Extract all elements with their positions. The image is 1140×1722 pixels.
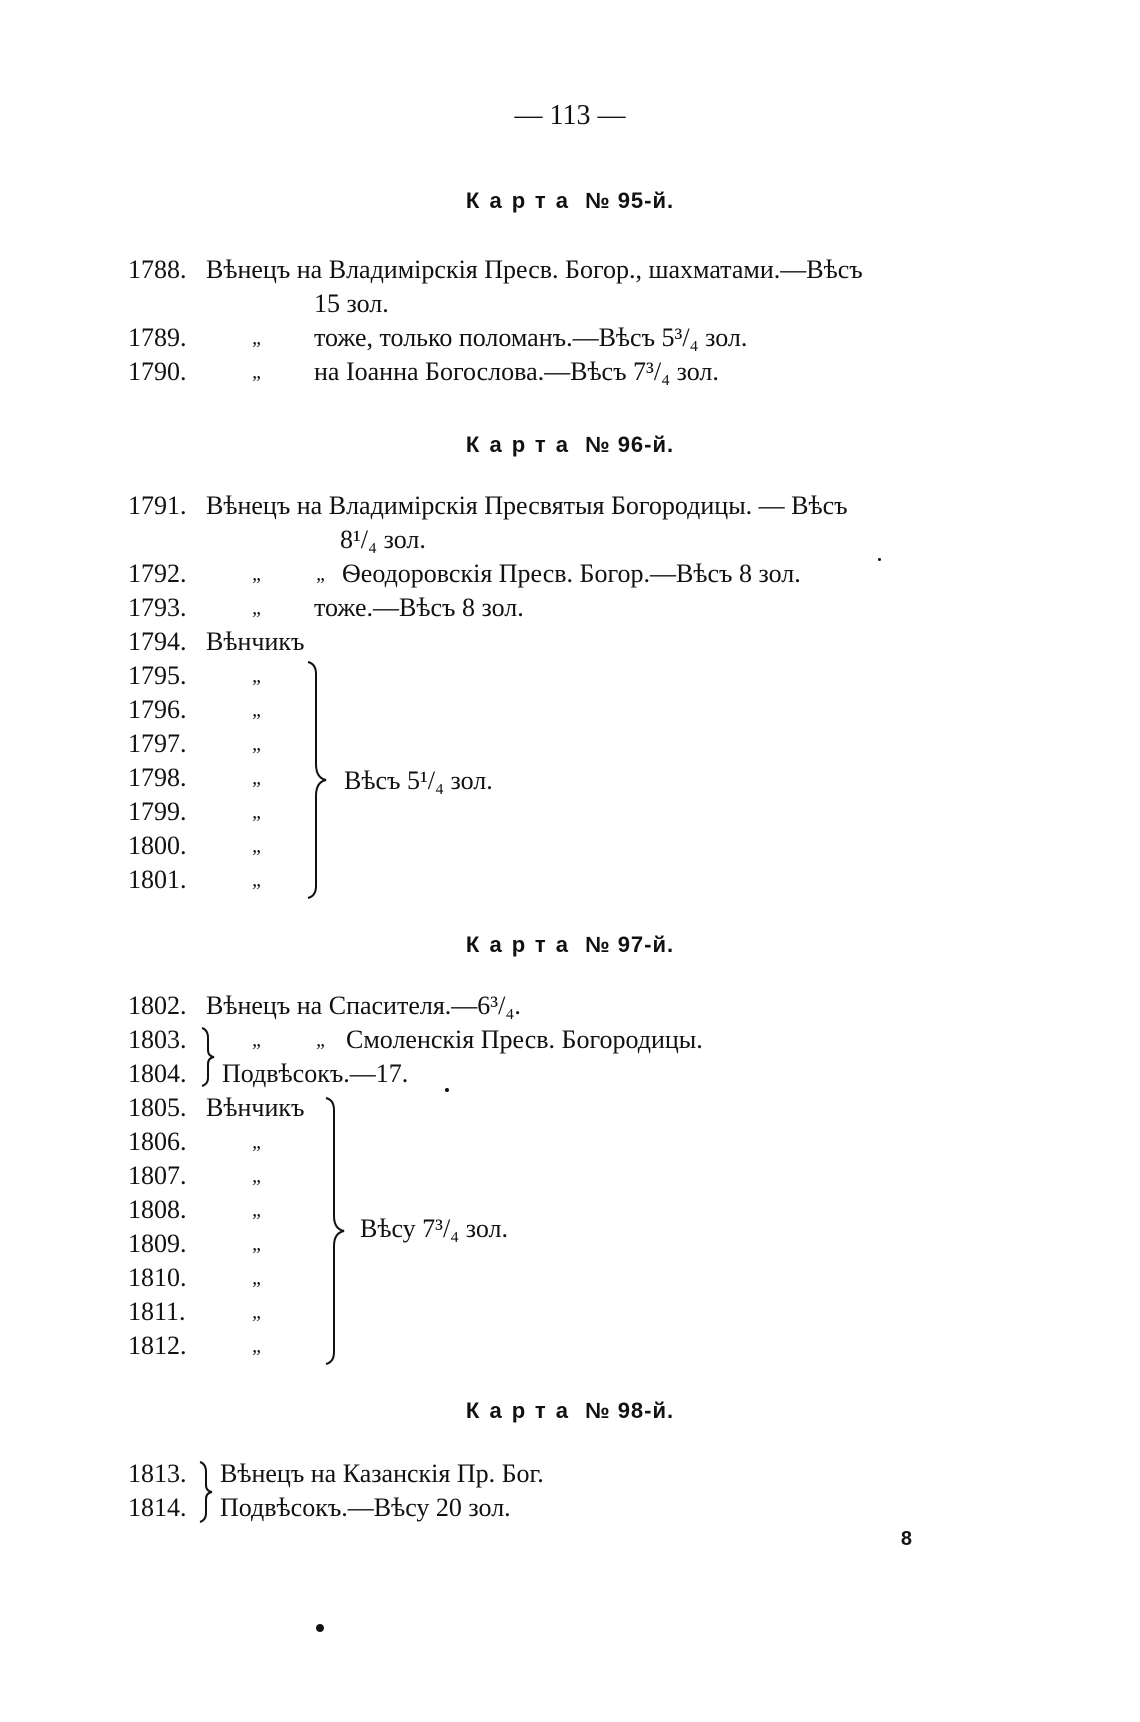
entry-text: Вѣнецъ на Владимірскія Пресвятыя Богородицы. — Вѣсъ — [206, 491, 848, 520]
ditto-mark: „ — [252, 665, 264, 687]
entry-number: 1797. — [128, 729, 187, 758]
ditto-mark: „ — [252, 597, 264, 619]
entry-text: Подвѣсокъ.—Вѣсу 20 зол. — [220, 1493, 511, 1522]
ink-speck — [445, 1088, 449, 1092]
entry-number: 1793. — [128, 593, 187, 622]
ditto-mark: „ — [252, 1165, 264, 1187]
entry-number: 1800. — [128, 831, 187, 860]
entry-number: 1799. — [128, 797, 187, 826]
entry-number: 1804. — [128, 1059, 187, 1088]
heading-word: Карта — [465, 932, 578, 957]
entry-number: 1798. — [128, 763, 187, 792]
section-heading-96 — [0, 432, 1140, 458]
entry-number: 1802. — [128, 991, 187, 1020]
ditto-mark: „ — [252, 767, 264, 789]
ditto-mark: „ — [252, 361, 264, 383]
heading-number: № 97-й. — [585, 932, 675, 957]
section-heading-95 — [0, 188, 1140, 214]
heading-number: № 96-й. — [585, 432, 675, 457]
entry-number: 1789. — [128, 323, 187, 352]
entry-number: 1795. — [128, 661, 187, 690]
entry-text: тоже.—Вѣсъ 8 зол. — [314, 593, 524, 622]
ditto-mark: „ — [316, 1029, 328, 1051]
entry-text: Вѣнецъ на Владимірскія Пресв. Богор., шахматами.—Вѣсъ — [206, 255, 863, 284]
heading-number: № 95-й. — [585, 188, 675, 213]
entry-text: Смоленскія Пресв. Богородицы. — [346, 1025, 703, 1054]
ditto-mark: „ — [252, 1301, 264, 1323]
entry-text: на Іоанна Богослова.—Вѣсъ 7³/₄ зол. — [314, 357, 719, 386]
group-weight-97: Вѣсу 7³/₄ зол. — [360, 1214, 508, 1243]
entry-text-cont: 15 зол. — [314, 289, 389, 318]
ditto-mark: „ — [252, 1131, 264, 1153]
pair-brace-1803-1804 — [200, 1026, 218, 1088]
entry-number: 1790. — [128, 357, 187, 386]
ditto-mark: „ — [252, 1029, 264, 1051]
ditto-mark: „ — [316, 563, 328, 585]
entry-number: 1811. — [128, 1297, 186, 1326]
heading-number: № 98-й. — [585, 1398, 675, 1423]
ditto-mark: „ — [252, 1335, 264, 1357]
entry-text: Вѣнчикъ — [206, 1093, 305, 1122]
entry-text: Вѣнецъ на Спасителя.—6³/₄. — [206, 991, 521, 1020]
entry-number: 1808. — [128, 1195, 187, 1224]
group-weight-96: Вѣсъ 5¹/₄ зол. — [344, 766, 493, 795]
ditto-mark: „ — [252, 869, 264, 891]
entry-text: Вѣнецъ на Казанскія Пр. Бог. — [220, 1459, 544, 1488]
ditto-mark: „ — [252, 563, 264, 585]
group-brace-96 — [306, 660, 330, 900]
ditto-mark: „ — [252, 1233, 264, 1255]
entry-number: 1807. — [128, 1161, 187, 1190]
entry-text: Подвѣсокъ.—17. — [222, 1059, 409, 1088]
ditto-mark: „ — [252, 835, 264, 857]
ink-speck — [878, 558, 881, 561]
entry-number: 1812. — [128, 1331, 187, 1360]
section-heading-98 — [0, 1398, 1140, 1424]
entry-number: 1803. — [128, 1025, 187, 1054]
entry-number: 1810. — [128, 1263, 187, 1292]
entry-number: 1814. — [128, 1493, 187, 1522]
group-brace-97 — [324, 1096, 348, 1366]
entry-text: тоже, только поломанъ.—Вѣсъ 5³/₄ зол. — [314, 323, 748, 352]
heading-word: Карта — [465, 432, 578, 457]
entry-number: 1809. — [128, 1229, 187, 1258]
entry-number: 1813. — [128, 1459, 187, 1488]
entry-number: 1788. — [128, 255, 187, 284]
entry-number: 1791. — [128, 491, 187, 520]
ditto-mark: „ — [252, 699, 264, 721]
entry-number: 1792. — [128, 559, 187, 588]
entry-text-cont: 8¹/₄ зол. — [340, 525, 426, 554]
entry-number: 1801. — [128, 865, 187, 894]
entry-number: 1794. — [128, 627, 187, 656]
page-number: — 113 — — [514, 100, 626, 131]
ink-spot — [316, 1624, 324, 1632]
entry-text: Вѣнчикъ — [206, 627, 305, 656]
heading-word: Карта — [465, 188, 578, 213]
section-heading-97 — [0, 932, 1140, 958]
ditto-mark: „ — [252, 733, 264, 755]
entry-number: 1796. — [128, 695, 187, 724]
printer-signature-mark: 8 — [900, 1528, 912, 1550]
entry-number: 1806. — [128, 1127, 187, 1156]
entry-number: 1805. — [128, 1093, 187, 1122]
ditto-mark: „ — [252, 327, 264, 349]
pair-brace-1813-1814 — [198, 1460, 216, 1524]
heading-word: Карта — [465, 1398, 578, 1423]
ditto-mark: „ — [252, 1267, 264, 1289]
ditto-mark: „ — [252, 1199, 264, 1221]
entry-text: Ѳеодоровскія Пресв. Богор.—Вѣсъ 8 зол. — [342, 559, 801, 588]
ditto-mark: „ — [252, 801, 264, 823]
